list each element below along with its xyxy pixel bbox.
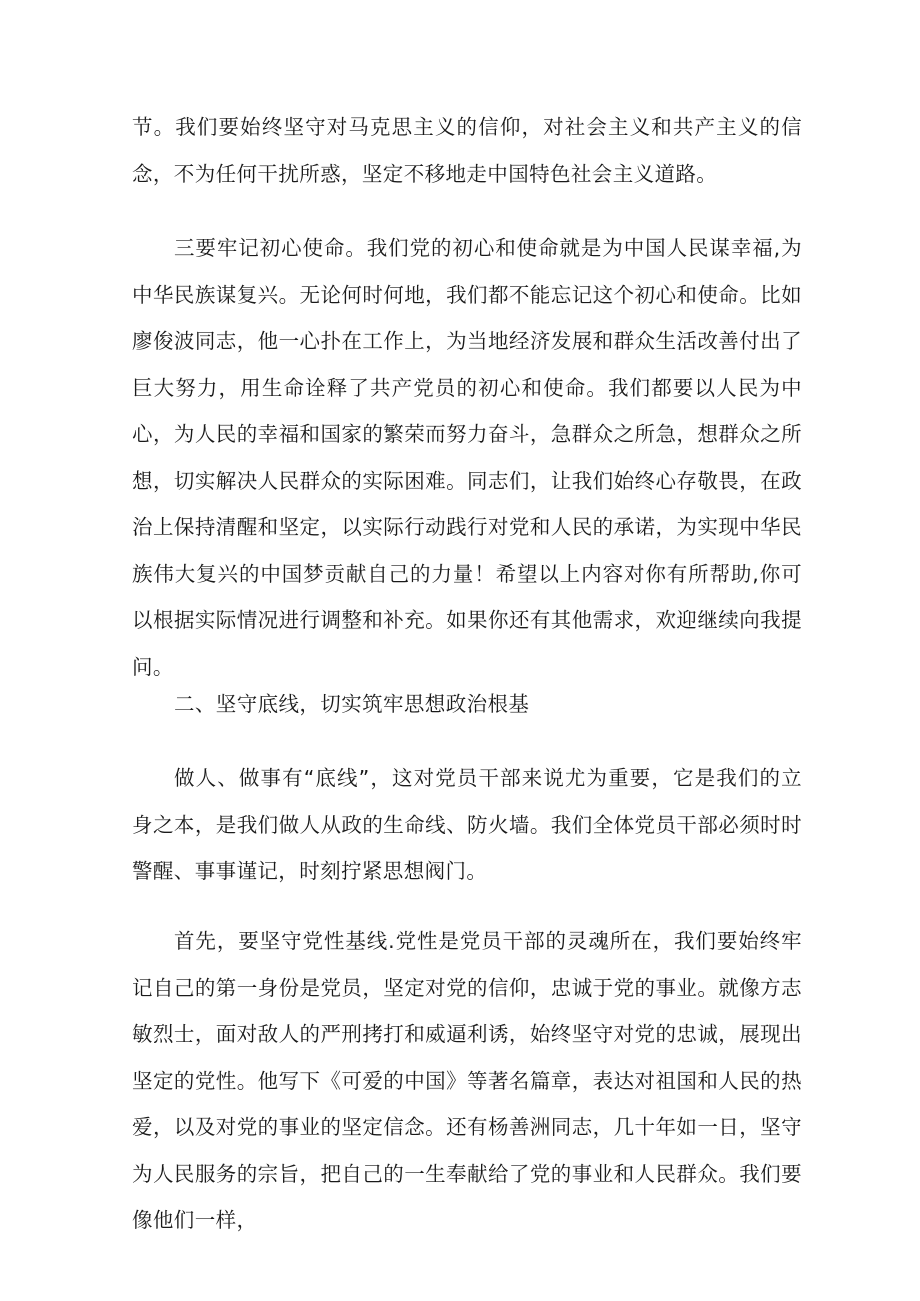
section-heading: 二、坚守底线，切实筑牢思想政治根基 (174, 692, 530, 716)
paragraph-party-spirit: 首先，要坚守党性基线.党性是党员干部的灵魂所在，我们要始终牢记自己的第一身份是党员，坚定对党的信仰，忠诚于党的事业。就像方志敏烈士，面对敌人的严刑拷打和威逼利诱，始终坚守对党的忠诚，展现出坚定的党性。他写下《可爱的中国》等著名篇章，表达对祖国和人民的热爱，以及对党的事业的坚定信念。还有杨善洲同志，几十年如一日，坚守为人民服务的宗旨，把自己的一生奉献给了党的事业和人民群众。我们要像他们一样， (132, 929, 802, 1232)
paragraph-continuation: 节。我们要始终坚守对马克思主义的信仰，对社会主义和共产主义的信念，不为任何干扰所惑，坚定不移地走中国特色社会主义道路。 (132, 115, 802, 186)
paragraph-bottom-line: 做人、做事有“底线”，这对党员干部来说尤为重要，它是我们的立身之本，是我们做人从政的生命线、防火墙。我们全体党员干部必须时时警醒、事事谨记，时刻拧紧思想阀门。 (132, 766, 802, 883)
paragraph-mission: 三要牢记初心使命。我们党的初心和使命就是为中国人民谋幸福,为中华民族谋复兴。无论何时何地，我们都不能忘记这个初心和使命。比如廖俊波同志，他一心扑在工作上，为当地经济发展和群众生活改善付出了巨大努力，用生命诠释了共产党员的初心和使命。我们都要以人民为中心，为人民的幸福和国家的繁荣而努力奋斗，急群众之所急，想群众之所想，切实解决人民群众的实际困难。同志们，让我们始终心存敬畏，在政治上保持清醒和坚定，以实际行动践行对党和人民的承诺，为实现中华民族伟大复兴的中国梦贡献自己的力量！希望以上内容对你有所帮助,你可以根据实际情况进行调整和补充。如果你还有其他需求，欢迎继续向我提问。 (132, 236, 802, 679)
